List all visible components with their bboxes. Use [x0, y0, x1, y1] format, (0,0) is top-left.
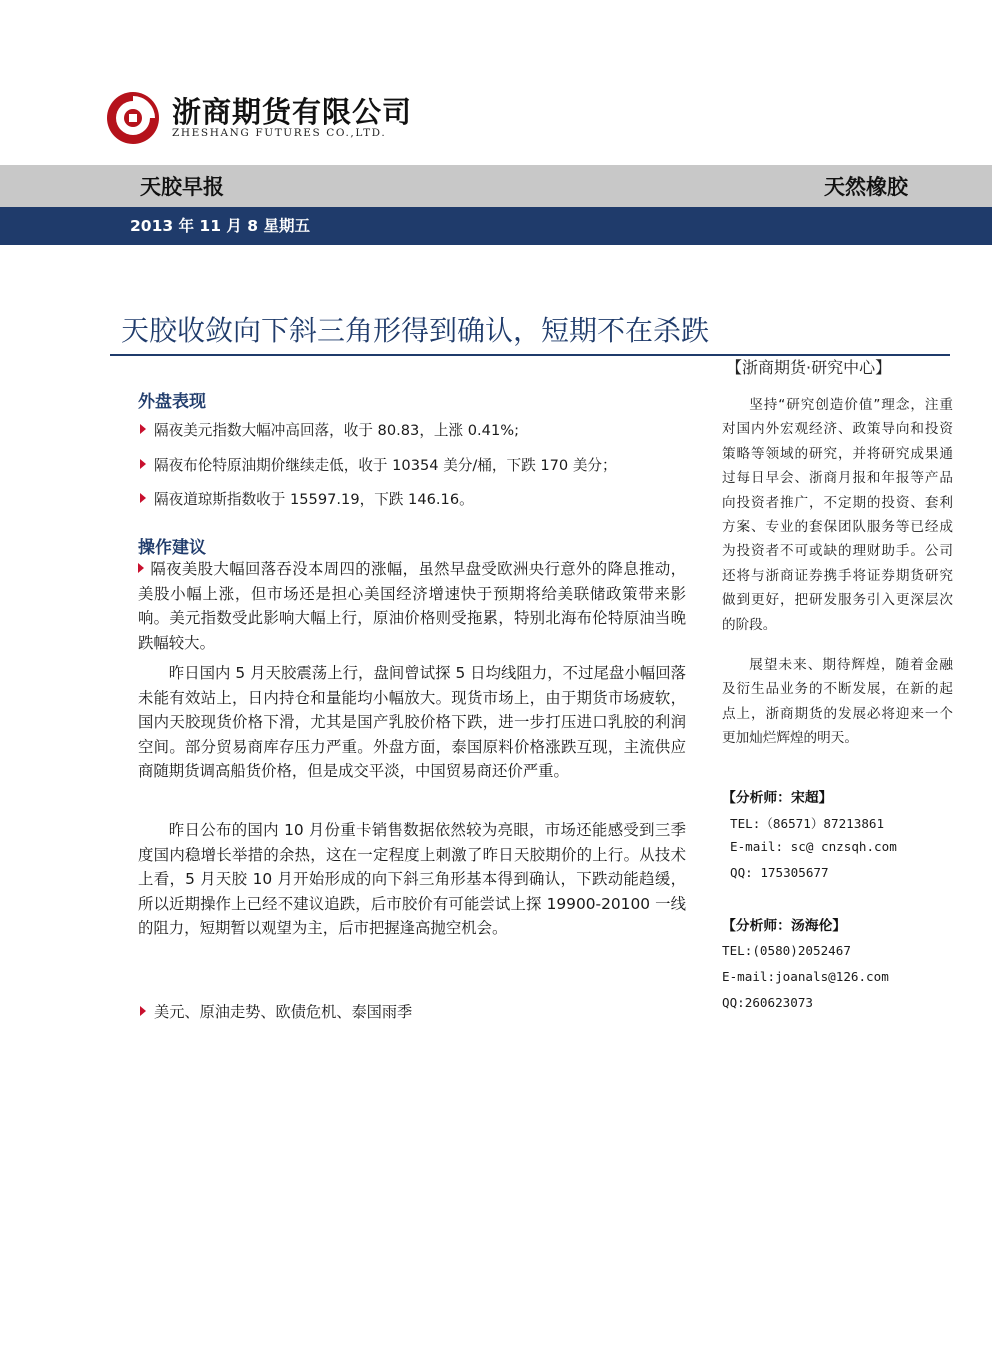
analyst-2-tel: TEL:(0580)2052467 — [722, 943, 851, 958]
section-title-advice: 操作建议 — [138, 538, 206, 558]
list-item: 隔夜美元指数大幅冲高回落，收于 80.83，上涨 0.41%; — [140, 419, 519, 440]
company-outlook: 展望未来、期待辉煌，随着金融及衍生品业务的不断发展，在新的起点上，浙商期货的发展必将迎来一个更加灿烂辉煌的明天。 — [722, 657, 953, 747]
bullet-arrow-icon — [138, 563, 144, 573]
org-tag: 【浙商期货·研究中心】 — [726, 358, 892, 377]
report-category: 天然橡胶 — [824, 175, 908, 199]
analyst-1-tel: TEL:（86571）87213861 — [730, 816, 885, 831]
bullet-arrow-icon — [140, 1006, 146, 1016]
list-item: 隔夜布伦特原油期价继续走低，收于 10354 美分/桶，下跌 170 美分； — [140, 454, 617, 475]
bullet-arrow-icon — [140, 424, 146, 434]
analyst-1-email: E-mail: sc@ cnzsqh.com — [730, 839, 897, 854]
bullet-arrow-icon — [140, 493, 146, 503]
report-date: 2013 年 11 月 8 星期五 — [130, 217, 310, 235]
headline: 天胶收敛向下斜三角形得到确认，短期不在杀跌 — [121, 314, 710, 347]
company-logo-icon — [105, 90, 161, 146]
section-title-overseas: 外盘表现 — [138, 392, 206, 412]
company-name-cn: 浙商期货有限公司 — [172, 95, 413, 129]
company-intro: 坚持“研究创造价值”理念，注重对国内外宏观经济、政策导向和投资策略等领域的研究，并将研究成果通过每日早会、浙商月报和年报等产品向投资者推广，不定期的投资、套利方案、专业的套保团队服务等已经成为投资者不可或缺的理财助手。公司还将与浙商证券携手将证券期货研究做到更好，把研发服务引入更深层次的阶段。 — [722, 397, 953, 633]
bullet-arrow-icon — [140, 459, 146, 469]
analyst-2-qq: QQ:260623073 — [722, 995, 813, 1010]
advice-paragraph-1: 隔夜美股大幅回落吞没本周四的涨幅，虽然早盘受欧洲央行意外的降息推动，美股小幅上涨，但市场还是担心美国经济增速快于预期将给美联储政策带来影响。美元指数受此影响大幅上行，原油价格则受拖累，特别北海布伦特原油当晚跌幅较大。 — [138, 560, 686, 652]
analyst-1-qq: QQ: 175305677 — [730, 865, 829, 880]
list-item: 隔夜道琼斯指数收于 15597.19，下跌 146.16。 — [140, 488, 474, 509]
keywords: 美元、原油走势、欧债危机、泰国雨季 — [140, 1001, 412, 1022]
analyst-1-title: 【分析师：宋超】 — [722, 790, 833, 806]
report-name: 天胶早报 — [140, 175, 224, 199]
advice-paragraph-3: 昨日公布的国内 10 月份重卡销售数据依然较为亮眼，市场还能感受到三季度国内稳增长举措的余热，这在一定程度上刺激了昨日天胶期价的上行。从技术上看，5 月天胶 10 月开始形成的向下斜三角形基本得到确认，下跌动能趋缓，所以近期操作上已经不建议追跌，后市胶价有可能尝试上探 19900-20100 一线的阻力，短期暂以观望为主，后市把握逢高抛空机会。 — [138, 821, 686, 938]
company-name-en: ZHESHANG FUTURES CO.,LTD. — [172, 127, 387, 139]
analyst-2-title: 【分析师：汤海伦】 — [722, 918, 847, 934]
analyst-2-email: E-mail:joanals@126.com — [722, 969, 889, 984]
advice-paragraph-2: 昨日国内 5 月天胶震荡上行，盘间曾试探 5 日均线阻力，不过尾盘小幅回落未能有效站上，日内持仓和量能均小幅放大。现货市场上，由于期货市场疲软，国内天胶现货价格下滑，尤其是国产乳胶价格下跌，进一步打压进口乳胶的利润空间。部分贸易商库存压力严重。外盘方面，泰国原料价格涨跌互现，主流供应商随期货调高船货价格，但是成交平淡，中国贸易商还价严重。 — [138, 664, 686, 781]
